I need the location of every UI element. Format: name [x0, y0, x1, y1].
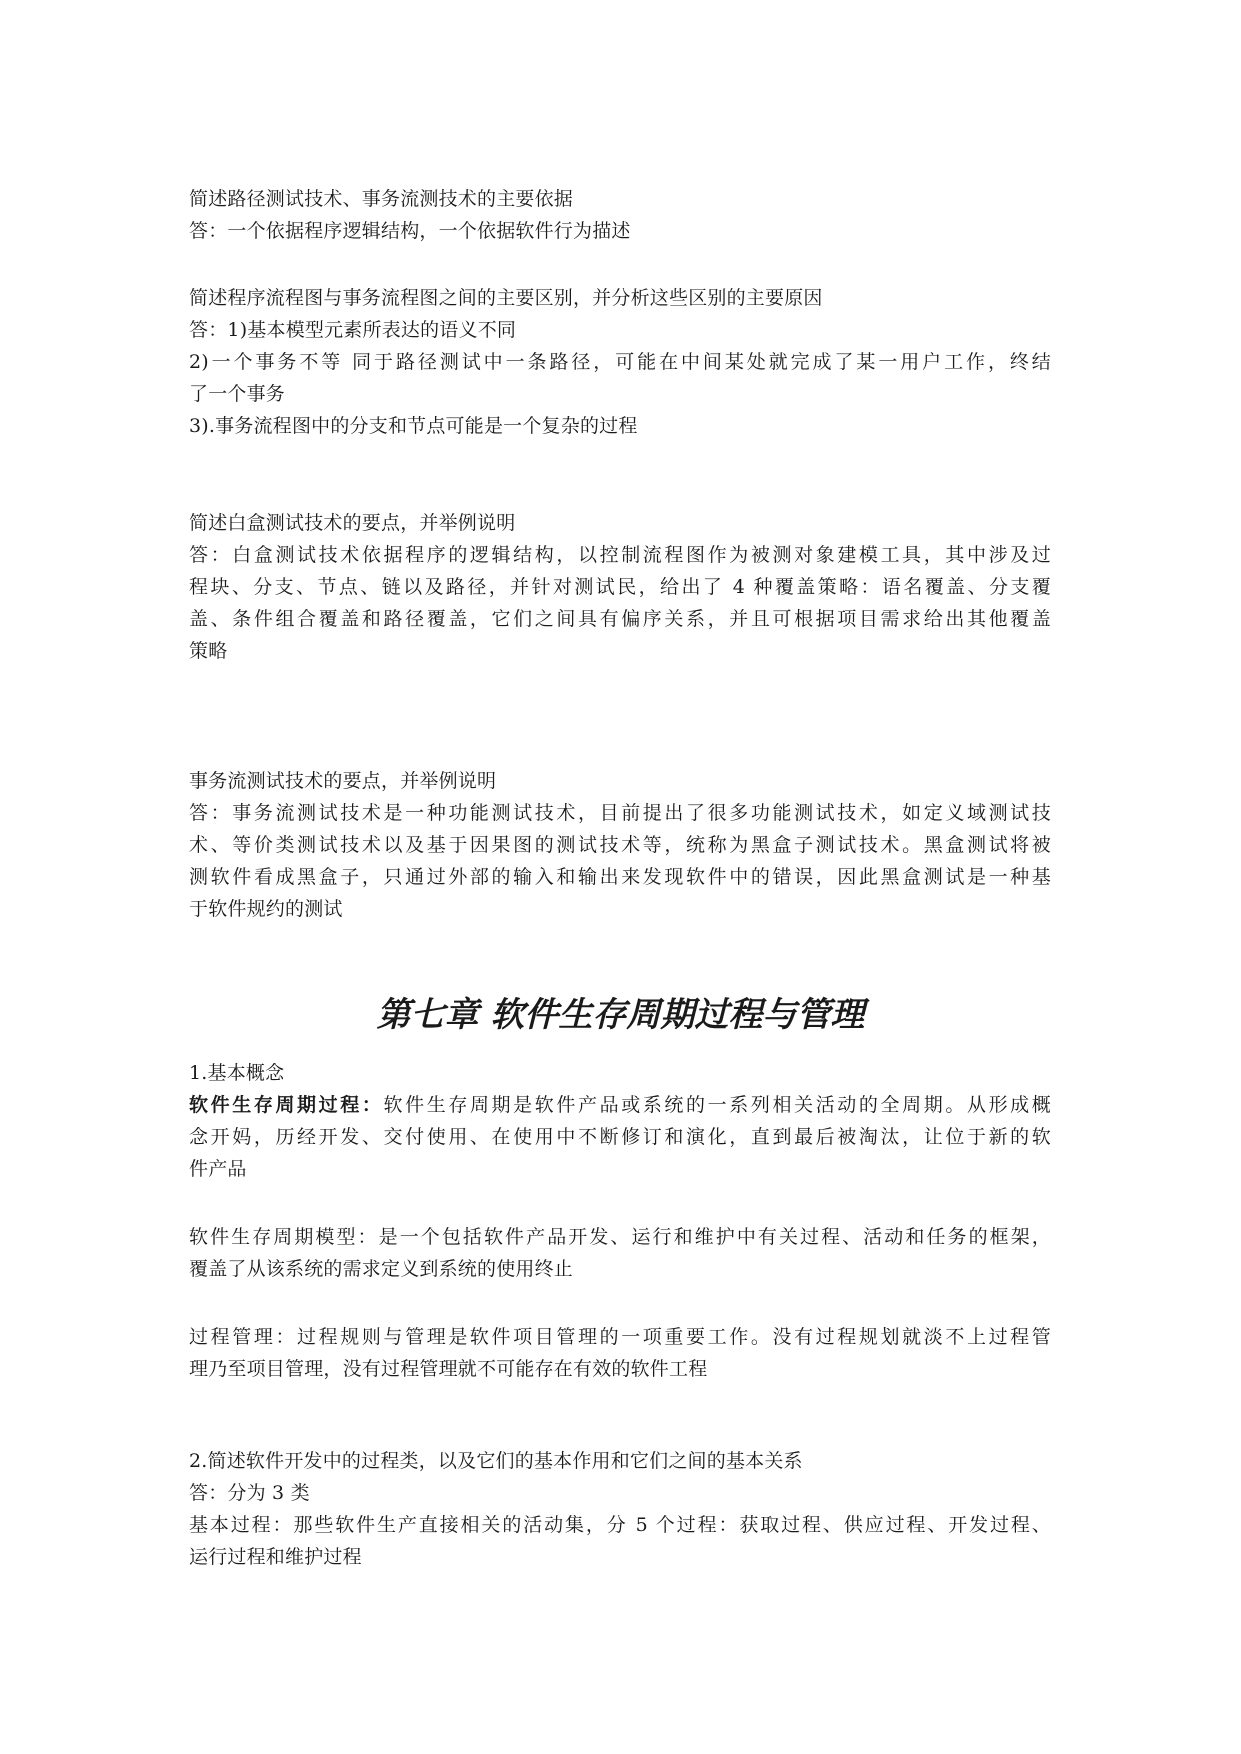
def-lifecycle-process-text: 软件生存周期是软件产品或系统的一系列相关活动的全周期。从形成概 [383, 1094, 1051, 1116]
def-process-management-line-1: 过程管理：过程规则与管理是软件项目管理的一项重要工作。没有过程规划就淡不上过程管 [189, 1326, 1051, 1348]
answer-transaction-line-1: 答：事务流测试技术是一种功能测试技术，目前提出了很多功能测试技术，如定义域测试技 [189, 802, 1051, 824]
answer-whitebox-line-4: 策略 [189, 640, 228, 662]
term-lifecycle-process: 软件生存周期过程： [189, 1094, 384, 1116]
def-lifecycle-model-line-1: 软件生存周期模型：是一个包括软件产品开发、运行和维护中有关过程、活动和任务的框架， [189, 1226, 1051, 1248]
answer-whitebox-line-2: 程块、分支、节点、链以及路径，并针对测试民，给出了 4 种覆盖策略：语名覆盖、分支覆 [189, 576, 1051, 598]
def-lifecycle-process-line-2: 念开妈，历经开发、交付使用、在使用中不断修订和演化，直到最后被淘汰，让位于新的软 [189, 1126, 1051, 1148]
answer-transaction-line-2: 术、等价类测试技术以及基于因果图的测试技术等，统称为黑盒子测试技术。黑盒测试将被 [189, 834, 1051, 856]
answer-flowchart-line-1: 答：1)基本模型元素所表达的语义不同 [189, 319, 517, 341]
question-transaction-flow: 事务流测试技术的要点，并举例说明 [189, 770, 497, 792]
answer-flowchart-line-2: 2)一个事务不等 同于路径测试中一条路径，可能在中间某处就完成了某一用户工作，终结 [189, 351, 1051, 373]
answer-flowchart-line-4: 3).事务流程图中的分支和节点可能是一个复杂的过程 [189, 415, 638, 437]
def-lifecycle-process-line-1 [189, 1093, 1051, 1117]
answer-whitebox-line-1: 答：白盒测试技术依据程序的逻辑结构，以控制流程图作为被测对象建模工具，其中涉及过 [189, 544, 1051, 566]
question-process-classes: 2.简述软件开发中的过程类，以及它们的基本作用和它们之间的基本关系 [189, 1450, 803, 1472]
chapter-heading: 第七章 软件生存周期过程与管理 [376, 995, 865, 1035]
question-flowchart-difference: 简述程序流程图与事务流程图之间的主要区别，并分析这些区别的主要原因 [189, 287, 823, 309]
answer-flowchart-line-3: 了一个事务 [189, 383, 286, 405]
basic-process-line-2: 运行过程和维护过程 [189, 1546, 362, 1568]
answer-whitebox-line-3: 盖、条件组合覆盖和路径覆盖，它们之间具有偏序关系，并且可根据项目需求给出其他覆盖 [189, 608, 1051, 630]
answer-transaction-line-3: 测软件看成黑盒子，只通过外部的输入和输出来发现软件中的错误，因此黑盒测试是一种基 [189, 866, 1051, 888]
basic-process-line-1: 基本过程：那些软件生产直接相关的活动集，分 5 个过程：获取过程、供应过程、开发过程、 [189, 1514, 1051, 1536]
answer-transaction-line-4: 于软件规约的测试 [189, 898, 343, 920]
question-path-testing: 简述路径测试技术、事务流测技术的主要依据 [189, 188, 574, 210]
answer-path-testing: 答：一个依据程序逻辑结构，一个依据软件行为描述 [189, 220, 631, 242]
section-basic-concepts: 1.基本概念 [189, 1062, 285, 1084]
def-lifecycle-model-line-2: 覆盖了从该系统的需求定义到系统的使用终止 [189, 1258, 574, 1280]
def-process-management-line-2: 理乃至项目管理，没有过程管理就不可能存在有效的软件工程 [189, 1358, 708, 1380]
question-whitebox: 简述白盒测试技术的要点，并举例说明 [189, 512, 516, 534]
answer-process-classes: 答：分为 3 类 [189, 1482, 310, 1504]
def-lifecycle-process-line-3: 件产品 [189, 1158, 247, 1180]
